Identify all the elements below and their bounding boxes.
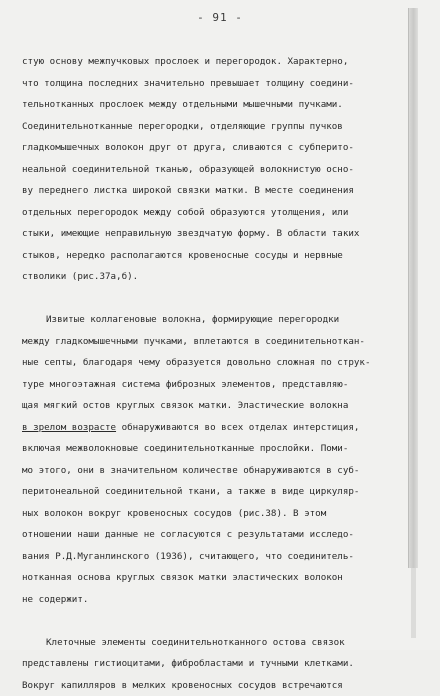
paragraph-gap (22, 288, 400, 310)
text-line-underlined (22, 417, 400, 439)
text-line-rest: обнаруживаются во всех отделах интерстиция, (116, 422, 359, 433)
text-line: стыки, имеющие неправильную звездчатую форму. В области таких (22, 223, 400, 245)
text-line: отношении наши данные не согласуются с результатами исследо- (22, 524, 400, 546)
text-line: стволики (рис.37а,б). (22, 266, 400, 288)
text-line: Соединительнотканные перегородки, отделяющие группы пучков (22, 116, 400, 138)
text-line: стыков, нередко располагаются кровеносные сосуды и нервные (22, 245, 400, 267)
page-edge-shadow-lower (411, 568, 416, 638)
paragraph-gap (22, 610, 400, 632)
page-number: - 91 - (0, 11, 440, 24)
text-line: мо этого, они в значительном количестве обнаруживаются в суб- (22, 460, 400, 482)
page-edge-shadow (408, 8, 418, 568)
text-line: между гладкомышечными пучками, вплетаются в соединительноткан- (22, 331, 400, 353)
text-line: неальной соединительной тканью, образующей волокнистую осно- (22, 159, 400, 181)
text-line: ву переднего листка широкой связки матки. В месте соединения (22, 180, 400, 202)
text-line: щая мягкий остов круглых связок матки. Эластические волокна (22, 395, 400, 417)
text-line: гладкомышечных волокон друг от друга, сливаются с субперито- (22, 137, 400, 159)
text-line: что толщина последних значительно превышает толщину соедини- (22, 73, 400, 95)
text-line: перитонеальной соединительной ткани, а также в виде циркуляр- (22, 481, 400, 503)
text-line: ные септы, благодаря чему образуется довольно сложная по струк- (22, 352, 400, 374)
text-line: не содержит. (22, 589, 400, 611)
text-line: вания Р.Д.Муганлинского (1936), считающего, что соединитель- (22, 546, 400, 568)
underlined-phrase: в зрелом возрасте (22, 422, 116, 433)
text-line: стую основу межпучковых прослоек и перегородок. Характерно, (22, 51, 400, 73)
text-line: Клеточные элементы соединительнотканного остова связок (22, 632, 400, 654)
text-line: представлены гистиоцитами, фибробластами и тучными клетками. (22, 653, 400, 675)
text-line: ных волокон вокруг кровеносных сосудов (рис.38). В этом (22, 503, 400, 525)
text-line: Вокруг капилляров в мелких кровеносных сосудов встречаются (22, 675, 400, 696)
text-line: нотканная основа круглых связок матки эластических волокон (22, 567, 400, 589)
text-line: туре многоэтажная система фиброзных элементов, представляю- (22, 374, 400, 396)
text-line: отдельных перегородок между собой образуются утолщения, или (22, 202, 400, 224)
text-line: включая межволокновые соединительнотканные прослойки. Поми- (22, 438, 400, 460)
text-line: тельнотканных прослоек между отдельными мышечными пучками. (22, 94, 400, 116)
body-text (22, 51, 400, 696)
text-line: Извитые коллагеновые волокна, формирующие перегородки (22, 309, 400, 331)
